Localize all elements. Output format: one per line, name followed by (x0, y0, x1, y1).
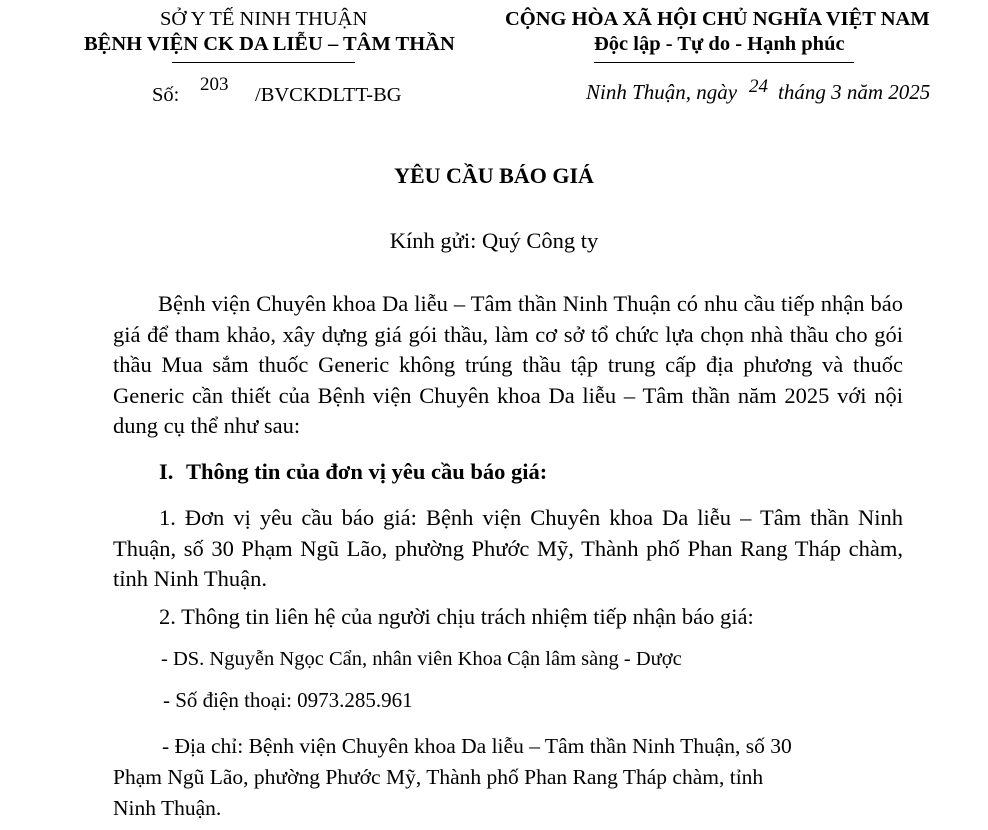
recipient-line: Kính gửi: Quý Công ty (389, 228, 599, 253)
document-title: YÊU CẦU BÁO GIÁ (394, 163, 594, 188)
organization-underline (172, 62, 355, 63)
contact-phone-line: - Số điện thoại: 0973.285.961 (163, 688, 413, 712)
date-day: 24 (749, 76, 768, 97)
date-prefix: Ninh Thuận, ngày (586, 80, 738, 104)
organization-name: BỆNH VIỆN CK DA LIỄU – TÂM THẦN (84, 33, 455, 55)
intro-paragraph: Bệnh viện Chuyên khoa Da liễu – Tâm thần Ninh Thuận có nhu cầu tiếp nhận báo giá để tham khảo, xây dựng giá gói thầu, làm cơ sở tổ chức lựa chọn nhà thầu cho gói thầu Mua sắm thuốc Generic không trúng thầu tập trung cấp địa phương và thuốc Generic cần thiết của Bệnh viện Chuyên khoa Da liễu – Tâm thần năm 2025 với nội dung cụ thể như sau: (113, 291, 903, 438)
address-line-2: Phạm Ngũ Lão, phường Phước Mỹ, Thành phố Phan Rang Tháp chàm, tỉnh (113, 765, 764, 789)
motto-underline (594, 62, 854, 63)
doc-number-suffix: /BVCKDLTT-BG (255, 84, 402, 106)
item-2-paragraph: 2. Thông tin liên hệ của người chịu trách nhiệm tiếp nhận báo giá: (159, 604, 754, 629)
section-number: I. (159, 459, 174, 484)
date-suffix: tháng 3 năm 2025 (778, 80, 931, 104)
section-title: Thông tin của đơn vị yêu cầu báo giá: (186, 459, 548, 484)
address-line-3: Ninh Thuận. (113, 796, 222, 820)
national-title: CỘNG HÒA XÃ HỘI CHỦ NGHĨA VIỆT NAM (505, 8, 930, 30)
doc-number: 203 (200, 74, 229, 95)
section-heading (159, 459, 547, 485)
address-line-1: - Địa chỉ: Bệnh viện Chuyên khoa Da liễu – Tâm thần Ninh Thuận, số 30 (162, 734, 792, 758)
contact-name-line: - DS. Nguyễn Ngọc Cẩn, nhân viên Khoa Cận lâm sàng - Dược (161, 648, 682, 670)
authority-name: SỞ Y TẾ NINH THUẬN (160, 8, 368, 30)
doc-number-label: Số: (152, 84, 180, 106)
national-motto: Độc lập - Tự do - Hạnh phúc (594, 33, 845, 55)
contact-address (113, 731, 863, 824)
item-1-paragraph: 1. Đơn vị yêu cầu báo giá: Bệnh viện Chuyên khoa Da liễu – Tâm thần Ninh Thuận, số 30 Phạm Ngũ Lão, phường Phước Mỹ, Thành phố Phan Rang Tháp chàm, tỉnh Ninh Thuận. (113, 505, 903, 591)
